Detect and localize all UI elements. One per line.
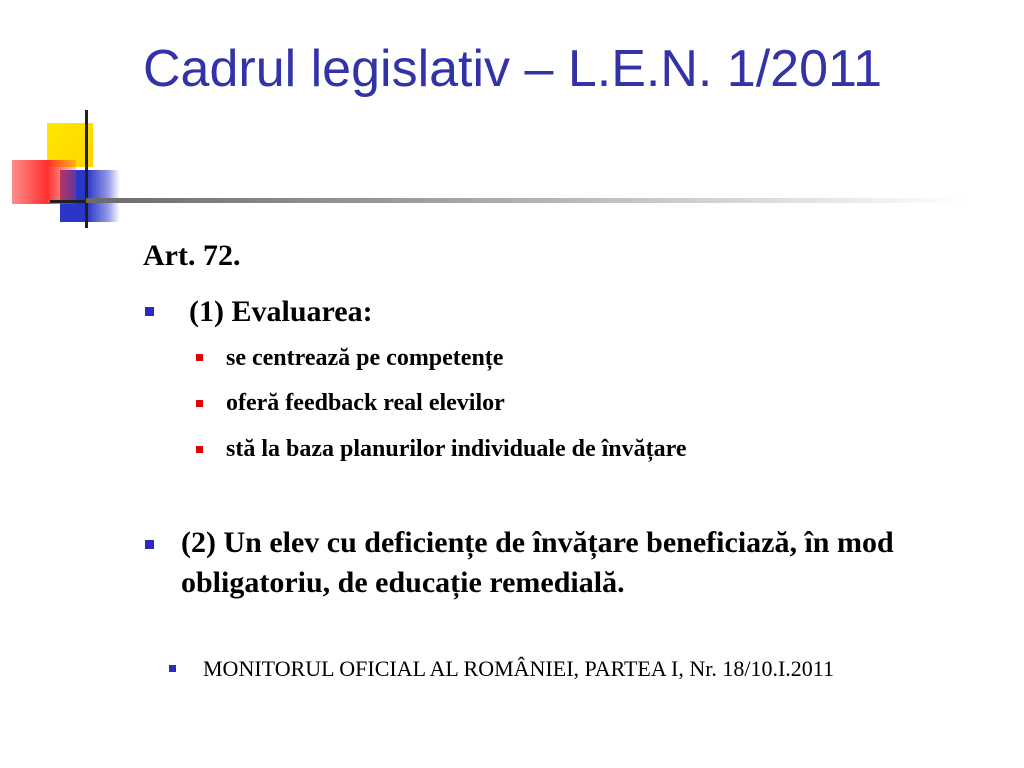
bullet-square-icon: [145, 540, 154, 549]
title-underline-rule: [86, 198, 966, 203]
bullet-square-icon: [169, 665, 176, 672]
sub-bullet-square-icon: [196, 400, 203, 407]
decor-vertical-line: [85, 110, 88, 228]
decor-red-square: [12, 160, 76, 204]
slide-title: Cadrul legislativ – L.E.N. 1/2011: [143, 40, 882, 98]
article-heading: Art. 72.: [143, 239, 241, 272]
point-1-subitem: se centrează pe competențe: [226, 345, 504, 371]
sub-bullet-square-icon: [196, 354, 203, 361]
point-1-subitem: stă la baza planurilor individuale de învățare: [226, 436, 687, 462]
bullet-square-icon: [145, 307, 154, 316]
point-1-subitem: oferă feedback real elevilor: [226, 390, 505, 416]
sub-bullet-square-icon: [196, 446, 203, 453]
point-2-text: (2) Un elev cu deficiențe de învățare beneficiază, în mod obligatoriu, de educație remedială.: [181, 526, 894, 599]
point-1-label: (1) Evaluarea:: [189, 295, 373, 328]
source-citation: MONITORUL OFICIAL AL ROMÂNIEI, PARTEA I, Nr. 18/10.I.2011: [203, 656, 834, 681]
